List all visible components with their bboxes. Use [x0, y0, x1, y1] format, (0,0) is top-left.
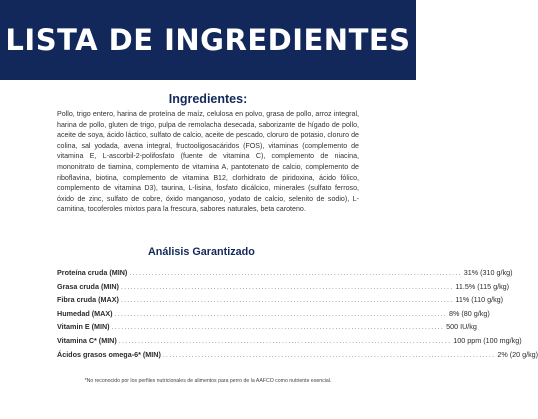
analysis-table — [57, 266, 538, 361]
analysis-row — [57, 348, 538, 362]
analysis-value: 11% (110 g/kg) — [455, 295, 504, 305]
leader-dots: ........................................................................................................ — [114, 308, 447, 318]
analysis-label: Humedad (MAX) — [57, 308, 113, 318]
leader-dots: ........................................................................................................ — [120, 281, 454, 291]
title-banner — [0, 0, 416, 80]
leader-dots: ........................................................................................................ — [162, 349, 496, 359]
analysis-label: Ácidos grasos omega-6* (MIN) — [57, 349, 161, 359]
analysis-value: 2% (20 g/kg) — [497, 349, 538, 359]
analysis-label: Fibra cruda (MAX) — [57, 295, 119, 305]
analysis-label: Vitamina C* (MIN) — [57, 335, 117, 345]
page-title: LISTA DE INGREDIENTES — [5, 23, 411, 57]
ingredients-heading: Ingredientes: — [168, 92, 248, 106]
leader-dots: ........................................................................................................ — [120, 295, 454, 305]
leader-dots: ........................................................................................................ — [118, 335, 452, 345]
analysis-label: Vitamin E (MIN) — [57, 322, 110, 332]
ingredients-text: Pollo, trigo entero, harina de proteína de maíz, celulosa en polvo, grasa de pollo, arroz integral, harina de pollo, gluten de trigo, pulpa de remolacha desecada, saborizante de hígado de pollo, aceite de soya, ácido láctico, sulfato de calcio, aceite de pescado, cloruro de potasio, cloruro de colina, sal yodada, avena integral, fructooligosacáridos (FOS), vitaminas (complemento de vitamina E, L-ascorbil-2-polifosfato (fuente de vitamina C), complemento de niacina, mononitrato de tiamina, complemento de vitamina A, pantotenato de calcio, complemento de riboflavina, biotina, complemento de vitamina B12, clorhidrato de piridoxina, ácido fólico, complemento de vitamina D3), taurina, L-lisina, fosfato dicálcico, minerales (sulfato ferroso, óxido de zinc, sulfato de cobre, óxido manganoso, yodato de calcio, selenito de sodio), L-carnitina, tocoferoles mixtos para la frescura, sabores naturales, beta caroteno. — [57, 110, 359, 214]
analysis-row — [57, 280, 510, 294]
analysis-value: 100 ppm (100 mg/kg) — [453, 335, 522, 345]
analysis-value: 8% (80 g/kg) — [449, 308, 490, 318]
analysis-row — [57, 320, 477, 334]
analysis-row — [57, 293, 504, 307]
analysis-value: 31% (310 g/kg) — [463, 268, 513, 277]
analysis-row — [57, 334, 522, 348]
leader-dots: ........................................................................................................ — [111, 322, 445, 332]
analysis-value: 500 IU/kg — [446, 322, 477, 332]
analysis-label: Grasa cruda (MIN) — [57, 281, 119, 291]
footnote: *No reconocido por los perfiles nutricionales de alimentos para perro de la AAFCO como nutriente esencial. — [84, 378, 332, 384]
analysis-row — [57, 266, 513, 280]
analysis-heading: Análisis Garantizado — [148, 246, 255, 258]
analysis-label: Proteína cruda (MIN) — [57, 268, 128, 277]
analysis-row — [57, 307, 490, 321]
analysis-value: 11.5% (115 g/kg) — [455, 281, 510, 291]
leader-dots: ........................................................................................................ — [129, 268, 462, 277]
